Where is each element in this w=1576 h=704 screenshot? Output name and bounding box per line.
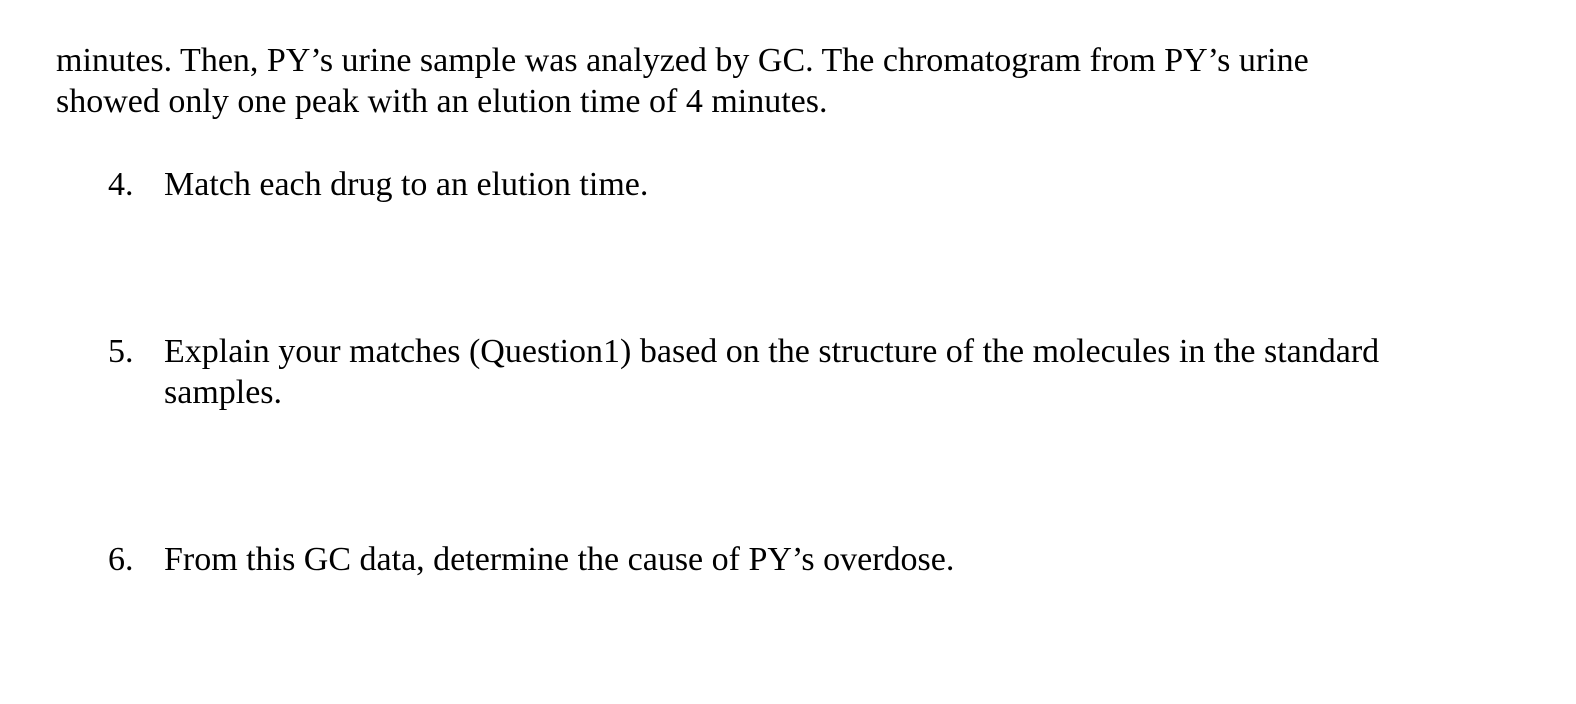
question-5-text: Explain your matches (Question1) based on the structure of the molecules in the standard samples. <box>164 333 1380 411</box>
question-5-number: 5. <box>108 333 134 370</box>
intro-line-1: minutes. Then, PY’s urine sample was analyzed by GC. The chromatogram from PY’s urine <box>56 42 1309 79</box>
intro-line-2: showed only one peak with an elution time of 4 minutes. <box>56 83 828 120</box>
question-5 <box>108 331 1508 413</box>
question-4-number: 4. <box>108 166 134 203</box>
question-6-text: From this GC data, determine the cause of PY’s overdose. <box>164 541 955 578</box>
question-6-number: 6. <box>108 541 134 578</box>
question-6 <box>108 539 1508 580</box>
intro-paragraph <box>56 40 1476 122</box>
question-4-text: Match each drug to an elution time. <box>164 166 649 203</box>
question-4 <box>108 164 1508 205</box>
